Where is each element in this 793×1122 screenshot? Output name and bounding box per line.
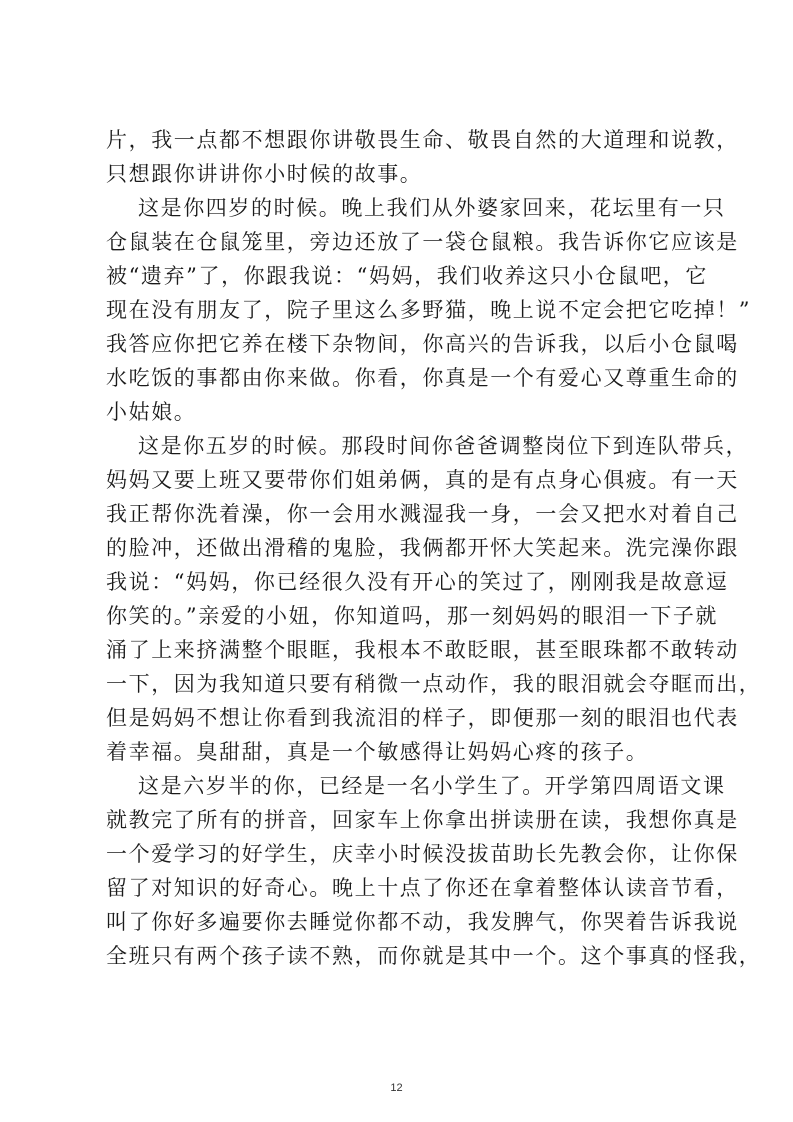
text-line: 被“遗弃”了，你跟我说：“妈妈，我们收养这只小仓鼠吧，它 <box>106 264 709 288</box>
text-line: 着幸福。臭甜甜，真是一个敏感得让妈妈心疼的孩子。 <box>106 740 649 764</box>
paragraph-start-line: 这是六岁半的你，已经是一名小学生了。开学第四周语文课 <box>138 774 726 798</box>
text-line: 一下，因为我知道只要有稍微一点动作，我的眼泪就会夺眶而出， <box>106 672 762 696</box>
text-line: 小姑娘。 <box>106 400 197 424</box>
page-number: 12 <box>390 1082 403 1094</box>
text-line: 我答应你把它养在楼下杂物间，你高兴的告诉我，以后小仓鼠喝 <box>106 332 739 356</box>
text-line: 全班只有两个孩子读不熟，而你就是其中一个。这个事真的怪我， <box>106 944 762 968</box>
text-line: 叫了你好多遍要你去睡觉你都不动，我发脾气，你哭着告诉我说 <box>106 910 739 934</box>
text-line: 留了对知识的好奇心。晚上十点了你还在拿着整体认读音节看， <box>106 876 739 900</box>
text-line: 但是妈妈不想让你看到我流泪的样子，即便那一刻的眼泪也代表 <box>106 706 739 730</box>
text-line: 水吃饭的事都由你来做。你看，你真是一个有爱心又尊重生命的 <box>106 366 739 390</box>
text-line: 妈妈又要上班又要带你们姐弟俩，真的是有点身心俱疲。有一天 <box>106 468 739 492</box>
text-line: 就教完了所有的拼音，回家车上你拿出拼读册在读，我想你真是 <box>106 808 739 832</box>
text-line: 涌了上来挤满整个眼眶，我根本不敢眨眼，甚至眼珠都不敢转动 <box>106 638 739 662</box>
text-line: 我正帮你洗着澡，你一会用水溅湿我一身，一会又把水对着自己 <box>106 502 739 526</box>
text-line: 仓鼠装在仓鼠笼里，旁边还放了一袋仓鼠粮。我告诉你它应该是 <box>106 230 739 254</box>
text-line: 片，我一点都不想跟你讲敬畏生命、敬畏自然的大道理和说教， <box>106 128 739 152</box>
paragraph-start-line: 这是你四岁的时候。晚上我们从外婆家回来，花坛里有一只 <box>138 196 726 220</box>
text-line: 只想跟你讲讲你小时候的故事。 <box>106 162 423 186</box>
text-line: 现在没有朋友了，院子里这么多野猫，晚上说不定会把它吃掉！” <box>106 298 752 322</box>
paragraph-start-line: 这是你五岁的时候。那段时间你爸爸调整岗位下到连队带兵， <box>138 434 749 458</box>
text-line: 你笑的。”亲爱的小妞，你知道吗，那一刻妈妈的眼泪一下子就 <box>106 604 719 628</box>
text-line: 的脸冲，还做出滑稽的鬼脸，我俩都开怀大笑起来。洗完澡你跟 <box>106 536 739 560</box>
text-line: 一个爱学习的好学生，庆幸小时候没拔苗助长先教会你，让你保 <box>106 842 739 866</box>
text-line: 我说：“妈妈，你已经很久没有开心的笑过了，刚刚我是故意逗 <box>106 570 729 594</box>
